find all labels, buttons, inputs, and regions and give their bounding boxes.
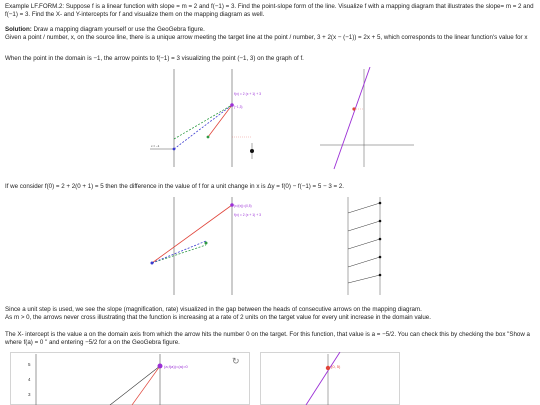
point-label-4: (0, 5) (331, 364, 341, 369)
graph-3 (260, 352, 400, 405)
intercept-paragraph: The X- intercept is the value a on the domain axis from which the arrow hits the number 0 on the target. For this function, that value is a = −5/2. You can check this by checking the box "Show a where f(a) = 0 " and entering −5/2 for a on the GeoGebra figure. (5, 331, 530, 347)
tick-3: 3 (28, 392, 31, 397)
mapping-diagram-3 (10, 352, 250, 405)
slider-handle[interactable] (250, 149, 254, 153)
x-label: x = −1 (151, 144, 160, 148)
slope-paragraph: Since a unit step is used, we see the slope (magnification, rate) visualized in the gap between the heads of consecutive arrows on the mapping diagram. (5, 306, 422, 313)
solution-text: Draw a mapping diagram yourself or use the GeoGebra figure. (31, 26, 205, 33)
mapping-paragraph: Given a point / number, x, on the source line, there is a unique arrow meeting the target line at the point / number, 3 + 2(x − (−1)) = 2x + 5, which corresponds to the linear function's value for x (5, 34, 528, 41)
fx-label: f(x) = 2 (x + 1) + 3 (234, 92, 262, 96)
point-paragraph: When the point in the domain is −1, the arrow points to f(−1) = 3 visualizing the point (−1, 3) on the graph of f. (5, 55, 304, 62)
increasing-paragraph: As m > 0, the arrows never cross illustrating that the function is increasing at a rate of 2 units on the target value for every unit increase in the domain value. (5, 314, 431, 321)
tick-5: 5 (28, 362, 31, 367)
arrow-blue (174, 105, 232, 149)
source-point (173, 148, 176, 151)
solution-label: Solution: (5, 26, 32, 33)
mapping-diagram-1 (146, 67, 306, 170)
arrow-red (208, 105, 232, 137)
mid-point (207, 136, 210, 139)
example-paragraph: Example LF.FORM.2: Suppose f is a linear function with slope = m = 2 and f(−1) = 3. Find the point-slope form of the line. Visualize f with a mapping diagram that illustrates the slope= m = 2 and f(−1) = 3. Find the X- and Y-intercepts for f and visualize them on the mapping diagram as well. (5, 3, 534, 19)
difference-paragraph: If we consider f(0) = 2 + 2(0 + 1) = 5 then the difference in the value of f for a unit change in x is Δy = f(0) − f(−1) = 5 − 3 = 2. (5, 183, 345, 190)
point-label-2: (x,f(x))=(0,5) (234, 204, 252, 208)
tick-4: 4 (28, 377, 31, 382)
point-label-3: (a,f(a))=(a)=0 (164, 364, 188, 369)
target-point-3 (158, 364, 163, 369)
arrow-red-2 (152, 205, 232, 263)
point-label: (−1,3) (234, 105, 243, 109)
y-intercept-point (326, 366, 330, 370)
fx-label-2: f(x) = 2 (x + 1) + 3 (234, 213, 262, 217)
graph-1 (318, 67, 416, 170)
arrow-green (174, 105, 232, 139)
arrows-diagram (318, 195, 416, 298)
line-f (334, 67, 370, 169)
refresh-icon[interactable]: ↻ (232, 356, 240, 366)
mapping-diagram-2 (146, 195, 306, 298)
